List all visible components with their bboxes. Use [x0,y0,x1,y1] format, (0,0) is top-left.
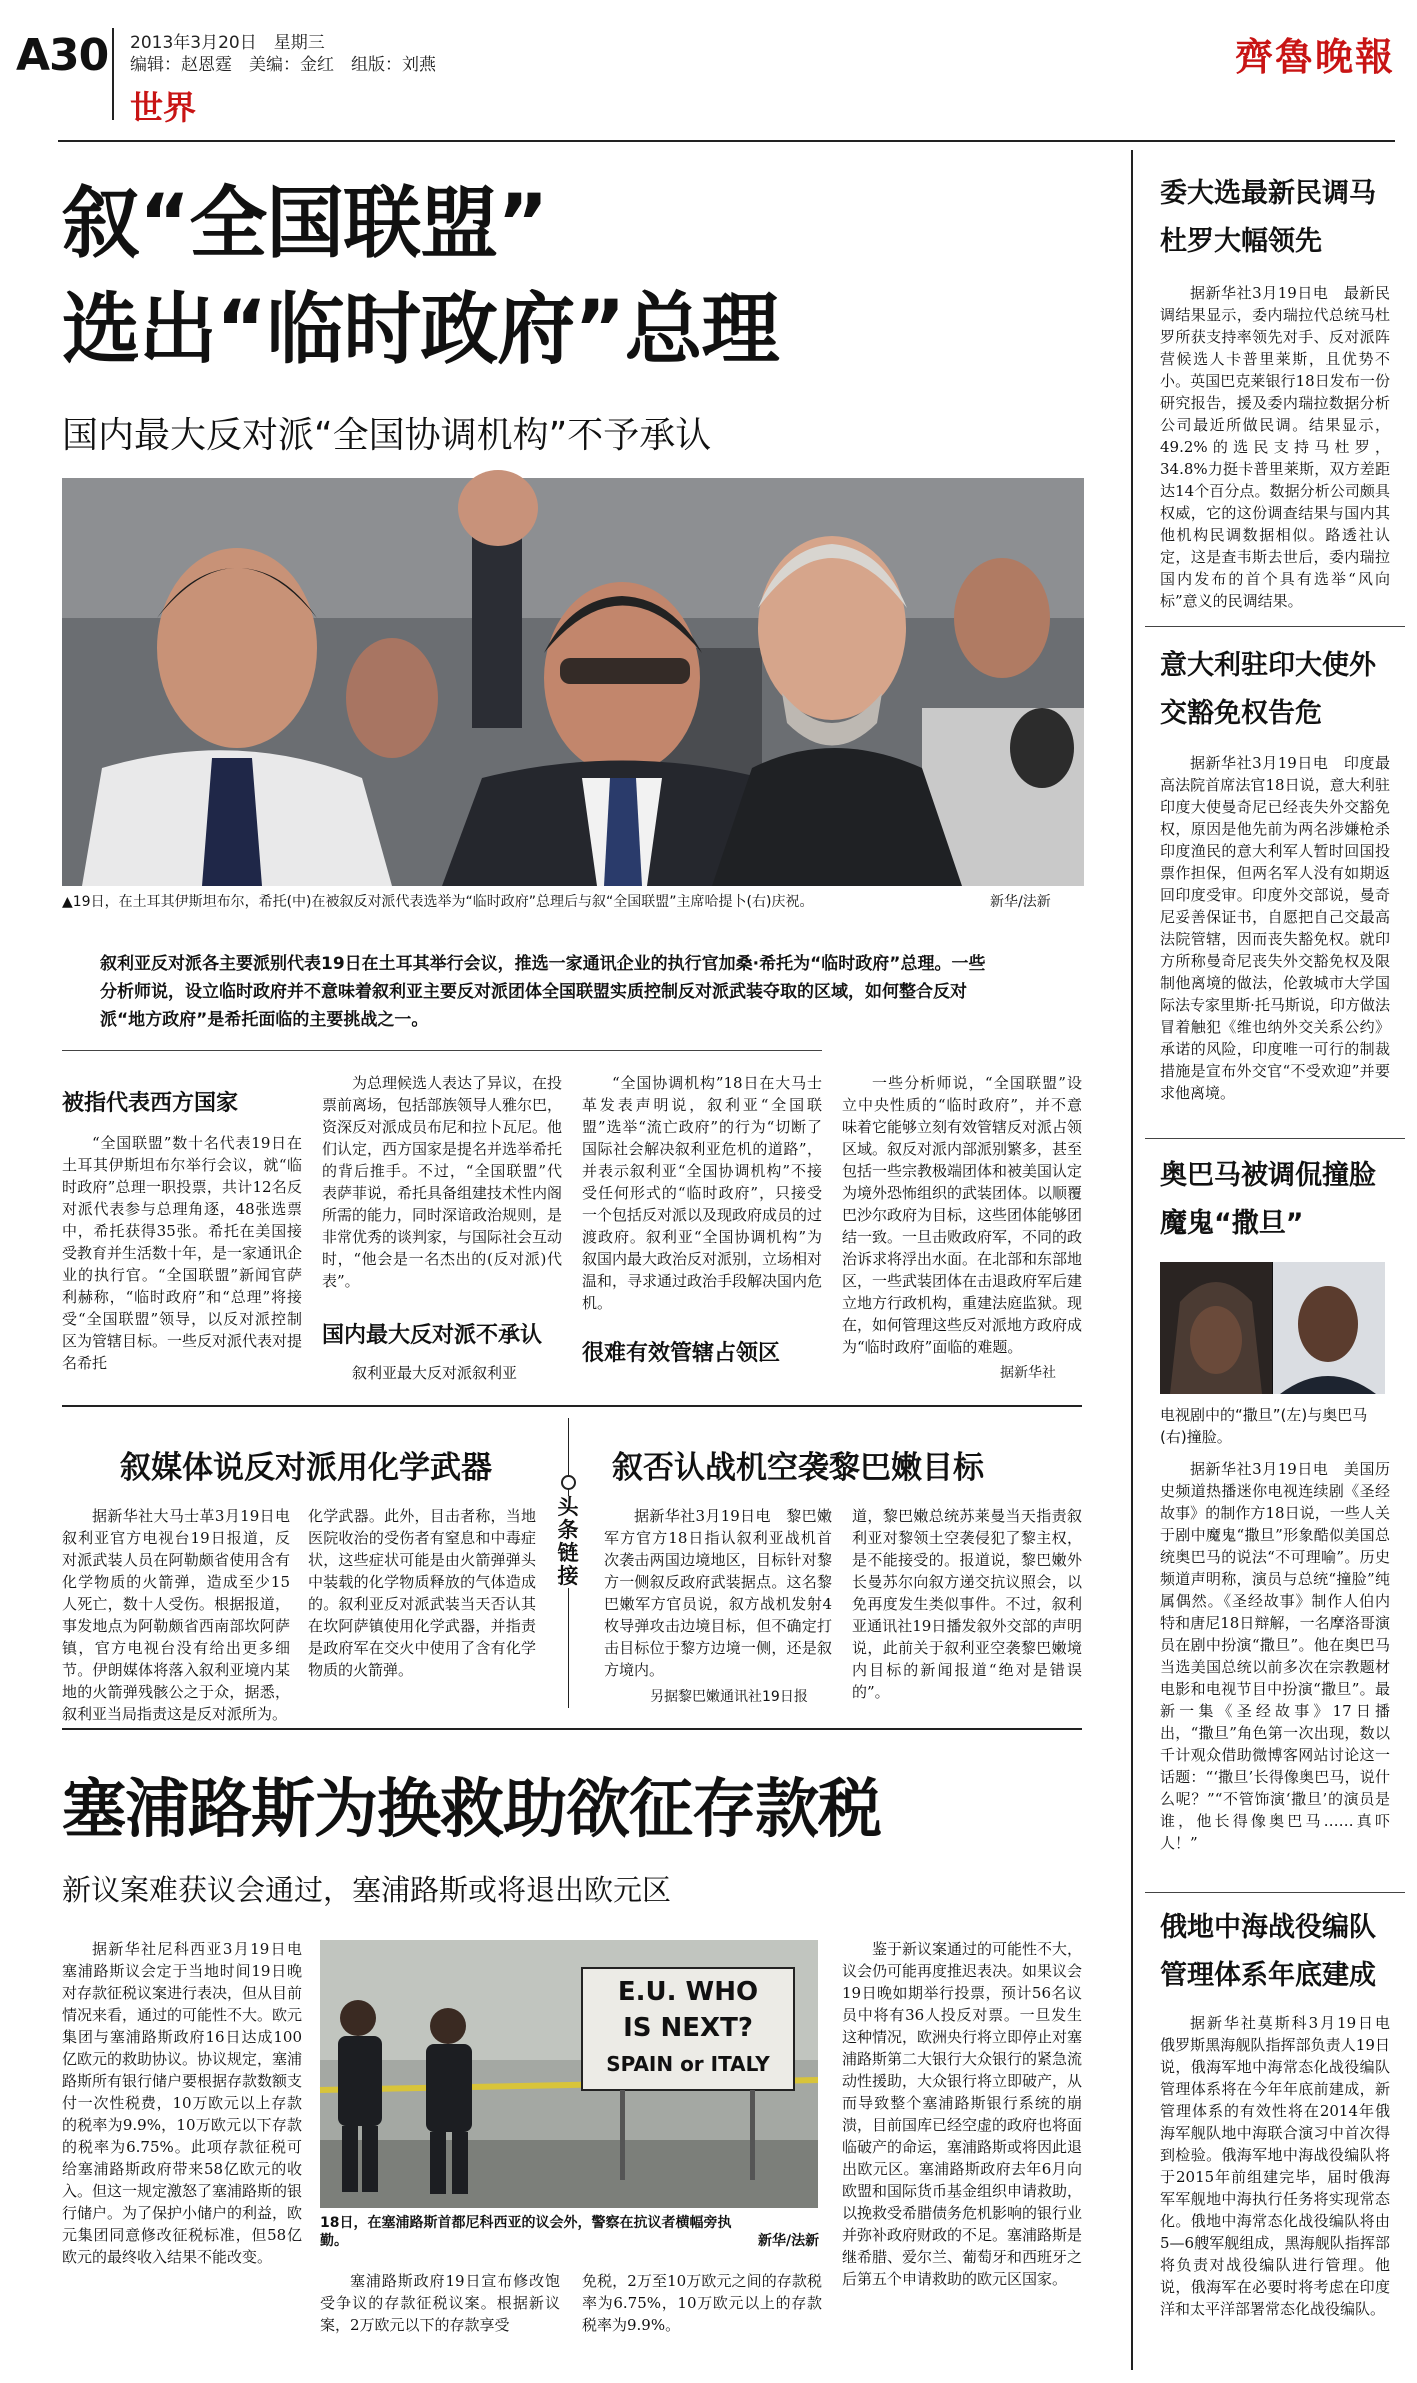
col4-sign: 据新华社 [1000,1365,1056,1381]
sidebar-divider [1131,150,1133,2370]
sidebar-rule1 [1145,626,1405,627]
lead-headline-line1: 叙“全国联盟” [62,179,548,269]
cyprus-subhead: 新议案难获议会通过，塞浦路斯或将退出欧元区 [62,1873,672,1907]
staff-line: 编辑：赵恩霆 美编：金红 组版：刘燕 [130,55,436,75]
linked-right-text2: 道，黎巴嫩总统苏莱曼当天指责叙利亚对黎领土空袭侵犯了黎主权，是不能接受的。报道说，黎巴嫩外长曼苏尔向叙方递交抗议照会，以免再度发生类似事件。不过，叙利亚通讯社19日播发叙外交部的声明说，此前关于叙利亚空袭黎巴嫩境内目标的新闻报道“绝对是错误的”。 [852,1507,1082,1701]
date-line: 2013年3月20日 星期三 [130,33,325,53]
cyprus-col3-text: 免税，2万至10万欧元之间的存款税率为6.75%，10万欧元以上的存款税率为9.9%。 [582,2272,822,2334]
col2-text: 为总理候选人表达了异议，在投票前离场，包括部族领导人雅尔巴，资深反对派成员布尼和拉卜瓦尼。他们认定，西方国家是提名并选举希托的背后推手。不过，“全国联盟”代表萨菲说，希托具备组建技术性内阁所需的能力，同时深谙政治规则，是非常优秀的谈判家，与国际社会互动时，“他会是一名杰出的(反对派)代表”。 [322,1074,563,1290]
col1-text: “全国联盟”数十名代表19日在土耳其伊斯坦布尔举行会议，就“临时政府”总理一职投票，共计12名反对派代表参与总理角逐，48张选票中，希托获得35张。希托在美国接受教育并生活数十年，是一家通讯企业的执行官。“全国联盟”新闻官萨利赫称，“临时政府”和“总理”将接受“全国联盟”领导，以反对派控制区为管辖目标。一些反对派代表对提名希托 [62,1134,303,1372]
satan-obama-illustration [1160,1262,1385,1394]
header-rule [58,140,1395,142]
protest-sign-line3: SPAIN or ITALY [606,2052,770,2076]
linked-right-headline: 叙否认战机空袭黎巴嫩目标 [612,1450,984,1486]
lead-rule [62,1050,822,1051]
linked-right-text1: 据新华社3月19日电 黎巴嫩军方官方18日指认叙利亚战机首次袭击两国边境地区，目标针对黎方一侧叙反政府武装据点。这名黎巴嫩军方官员说，叙方战机发射4枚导弹攻击边境目标，但不确定打击目标位于黎方边境一侧，还是叙方境内。 [604,1507,832,1679]
cyprus-col1-text: 据新华社尼科西亚3月19日电 塞浦路斯议会定于当地时间19日晚对存款征税议案进行表决，但从目前情况来看，通过的可能性不大。欧元集团与塞浦路斯政府16日达成100亿欧元的救助协议。协议规定，塞浦路斯所有银行储户要根据存款数额支付一次性税费，10万欧元以上存款的税率为9.9%，10万欧元以下存款的税率为6.75%。此项存款征税可给塞浦路斯政府带来58亿欧元的收入。但这一规定激怒了塞浦路斯的银行储户。为了保护小储户的利益，欧元集团同意修改征税标准，但58亿欧元的最终收入结果不能改变。 [62,1940,318,2266]
cyprus-photo-caption: 18日，在塞浦路斯首都尼科西亚的议会外，警察在抗议者横幅旁执勤。 [320,2215,732,2249]
col4-text: 一些分析师说，“全国联盟”设立中央性质的“临时政府”，并不意味着它能够立刻有效管辖反对派占领区域。叙反对派内部派别繁多，甚至包括一些宗教极端团体和被美国认定为境外恐怖组织的武装团体。以顺覆巴沙尔政府为目标，这些团体能够团结一致。一旦击败政府军，不同的政治诉求将浮出水面。在北部和东部地区，一些武装团体在击退政府军后建立地方行政机构，重建法庭监狱。现在，如何管理这些反对派地方政府成为“临时政府”面临的难题。 [842,1074,1083,1356]
lead-photo [62,478,1084,886]
sidebar-rule2 [1145,1138,1405,1139]
link-circle-icon [561,1475,576,1490]
protest-sign-line1: E.U. WHO [617,1977,759,2007]
sidebar-story2-headline: 意大利驻印大使外交豁免权告危 [1160,650,1376,729]
linked-left-text1: 据新华社大马士革3月19日电 叙利亚官方电视台19日报道，反对派武装人员在阿勒颇省使用含有化学物质的火箭弹，造成至少15人死亡，数十人受伤。根据报道，事发地点为阿勒颇省西南部坎阿萨镇，官方电视台没有给出更多细节。伊朗媒体将落入叙利亚境内某地的火箭弹残骸公之于众，据悉，叙利亚当局指责这是反对派所为。 [62,1507,306,1723]
col3-text: “全国协调机构”18日在大马士革发表声明说，叙利亚“全国联盟”选举“流亡政府”的行为“切断了国际社会解决叙利亚危机的道路”，并表示叙利亚“全国协调机构”不接受任何形式的“临时政府”，只接受一个包括反对派以及现政府成员的过渡政府。叙利亚“全国协调机构”为叙国内最大政治反对派别，立场相对温和，寻求通过政治手段解决国内危机。 [582,1074,823,1312]
sidebar-story1-headline: 委大选最新民调马杜罗大幅领先 [1160,178,1376,257]
lead-headline-line2: 选出“临时政府”总理 [62,285,779,375]
col3-subtitle: 很难有效管辖占领区 [582,1341,781,1366]
lead-subhead: 国内最大反对派“全国协调机构”不予承认 [62,415,712,456]
linked-right-sign1: 另据黎巴嫩通讯社19日报 [650,1689,808,1705]
sidebar-story3-headline: 奥巴马被调侃撞脸魔鬼“撒旦” [1160,1160,1376,1239]
protest-sign [584,1974,792,2082]
header-divider [112,28,114,120]
sidebar-story4-text: 据新华社莫斯科3月19日电 俄罗斯黑海舰队指挥部负责人19日说，俄海军地中海常态化战役编队管理体系将在今年年底前建成，新管理体系的有效性将在2014年俄海军舰队地中海联合演习中首次得到检验。俄海军地中海战役编队将于2015年前组建完毕，届时俄海军军舰地中海执行任务将实现常态化。俄地中海常态化战役编队将由5—6艘军舰组成，黑海舰队指挥部将负责对战役编队进行管理。他说，俄海军在必要时将考虑在印度洋和太平洋部署常态化战役编队。 [1160,2014,1406,2318]
newspaper-logo: 齊魯晚報 [1234,34,1395,79]
satan-obama-caption: 电视剧中的“撒旦”(左)与奥巴马(右)撞脸。 [1160,1406,1368,1446]
cyprus-photo-credit: 新华/法新 [758,2233,820,2249]
cyprus-col2-text: 塞浦路斯政府19日宣布修改饱受争议的存款征税议案。根据新议案，2万欧元以下的存款享受 [320,2272,560,2334]
lead-photo-credit: 新华/法新 [990,894,1051,910]
linked-left-text2: 化学武器。此外，目击者称，当地医院收治的受伤者有窒息和中毒症状，这些症状可能是由火箭弹弹头中装载的化学物质释放的气体造成的。叙利亚反对派武装当天否认其在坎阿萨镇使用化学武器，并指责是政府军在交火中使用了含有化学物质的火箭弹。 [308,1507,536,1679]
cyprus-headline: 塞浦路斯为换救助欲征存款税 [62,1773,881,1847]
page-number: A30 [16,30,109,81]
col2-tail: 叙利亚最大反对派叙利亚 [352,1364,518,1382]
section-title: 世界 [130,88,196,127]
linked-news-label: 头条链接 [555,1496,581,1588]
linked-left-headline: 叙媒体说反对派用化学武器 [120,1450,492,1486]
lead-photo-caption: ▲19日，在土耳其伊斯坦布尔，希托(中)在被叙反对派代表选举为“临时政府”总理后与叙“全国联盟”主席哈提卜(右)庆祝。 [62,894,814,910]
satan-obama-photo [1160,1262,1385,1394]
cyprus-top-rule [62,1728,1082,1730]
col1-subtitle: 被指代表西方国家 [62,1091,239,1116]
sidebar-rule3 [1145,1892,1405,1893]
cyprus-photo [320,1940,818,2208]
cyprus-col4-text: 鉴于新议案通过的可能性不大，议会仍可能再度推迟表决。如果议会19日晚如期举行投票，预计56名议员中将有36人投反对票。一旦发生这种情况，欧洲央行将立即停止对塞浦路斯第二大银行大众银行的紧急流动性援助，大众银行将立即破产，从而导致整个塞浦路斯银行系统的崩溃，目前国库已经空虚的政府也将面临破产的命运，塞浦路斯或将因此退出欧元区。塞浦路斯政府去年6月向欧盟和国际货币基金组织申请救助，以挽救受希腊债务危机影响的银行业并弥补政府财政的不足。塞浦路斯是继希腊、爱尔兰、葡萄牙和西班牙之后第五个申请救助的欧元区国家。 [842,1940,1083,2288]
protest-sign-line2: IS NEXT? [623,2013,753,2043]
sidebar-story2-text: 据新华社3月19日电 印度最高法院首席法官18日说，意大利驻印度大使曼奇尼已经丧失外交豁免权，原因是他先前为两名涉嫌枪杀印度渔民的意大利军人暂时回国投票作担保，但两名军人没有如期返回印度受审。印度外交部说，曼奇尼妥善保证书，自愿把自己交最高法院管辖，因而丧失豁免权。就印方所称曼奇尼丧失外交豁免权及限制他离境的做法，伦敦城市大学国际法专家里斯·托马斯说，印方做法冒着触犯《维也纳外交关系公约》承诺的风险，印度唯一可行的制裁措施是宣布外交官“不受欢迎”并要求他离境。 [1160,754,1390,1102]
linked-news-top-rule [62,1405,1082,1407]
col2-subtitle: 国内最大反对派不承认 [322,1323,543,1348]
sidebar-story1-text: 据新华社3月19日电 最新民调结果显示，委内瑞拉代总统马杜罗所获支持率领先对手、反对派阵营候选人卡普里莱斯，且优势不小。英国巴克莱银行18日发布一份研究报告，援及委内瑞拉数据分析公司最近所做民调。结果显示，49.2%的选民支持马杜罗，34.8%力挺卡普里莱斯，双方差距达14个百分点。数据分析公司颇具权威，它的这份调查结果与国内其他机构民调数据相似。路透社认定，这是查韦斯去世后，委内瑞拉国内发布的首个具有选举“风向标”意义的民调结果。 [1160,284,1390,610]
sidebar-story3-text: 据新华社3月19日电 美国历史频道热播迷你电视连续剧《圣经故事》的制作方18日说，一些人关于剧中魔鬼“撒旦”形象酷似美国总统奥巴马的说法“不可理喻”。历史频道声明称，演员与总统“撞脸”纯属偶然。《圣经故事》制作人伯内特和唐尼18日辩解，一名摩洛哥演员在剧中扮演“撒旦”。他在奥巴马当选美国总统以前多次在宗教题材电影和电视节目中扮演“撒旦”。最新一集《圣经故事》17日播出，“撒旦”角色第一次出现，数以千计观众借助微博客网站讨论这一话题：“‘撒旦’长得像奥巴马，说什么呢？”“不管饰演‘撒旦’的演员是谁，他长得像奥巴马……真吓人！” [1160,1460,1390,1852]
sidebar-story4-headline: 俄地中海战役编队管理体系年底建成 [1160,1912,1376,1991]
lead-photo-illustration [62,478,1084,886]
lead-paragraph: 叙利亚反对派各主要派别代表19日在土耳其举行会议，推选一家通讯企业的执行官加桑·希托为“临时政府”总理。一些分析师说，设立临时政府并不意味着叙利亚主要反对派团体全国联盟实质控制反对派武装夺取的区域，如何整合反对派“地方政府”是希托面临的主要挑战之一。 [100,954,986,1030]
